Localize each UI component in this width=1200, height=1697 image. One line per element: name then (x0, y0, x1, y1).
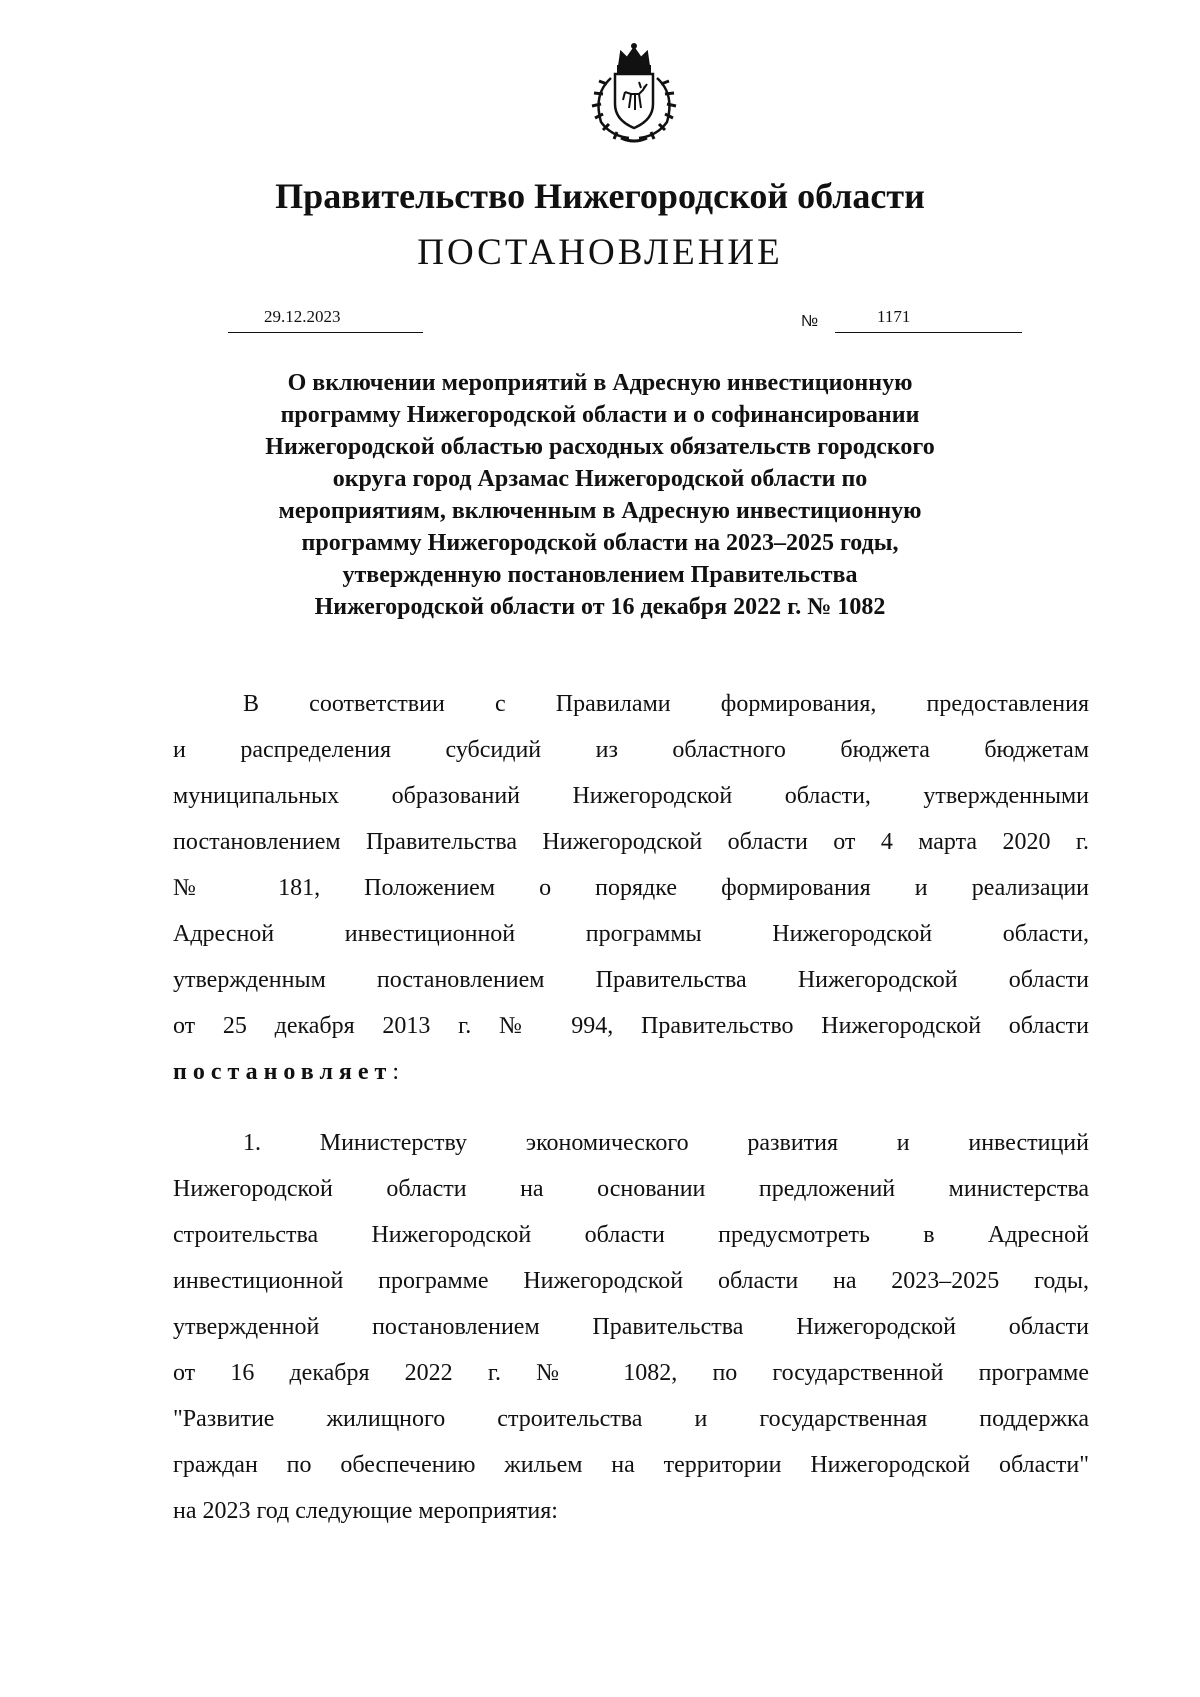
body-line: Адресной инвестиционной программы Нижегородской области, (173, 921, 1089, 947)
body-line: граждан по обеспечению жильем на территории Нижегородской области" (173, 1452, 1089, 1478)
organization-title: Правительство Нижегородской области (275, 176, 925, 216)
body-line: В соответствии с Правилами формирования, предоставления (243, 691, 1089, 717)
subject-line: О включении мероприятий в Адресную инвестиционную (287, 370, 913, 396)
body-line: 1. Министерству экономического развития и инвестиций (243, 1130, 1089, 1156)
body-line: утвержденным постановлением Правительства Нижегородской области (173, 967, 1089, 993)
body-line: и распределения субсидий из областного бюджета бюджетам (173, 737, 1089, 763)
body-line: от 25 декабря 2013 г. № 994, Правительство Нижегородской области (173, 1013, 1089, 1039)
document-type: ПОСТАНОВЛЕНИЕ (417, 232, 783, 273)
subject-line: округа город Арзамас Нижегородской области по (332, 466, 868, 492)
number-value: 1171 (877, 307, 911, 326)
body-line: постановлением Правительства Нижегородской области от 4 марта 2020 г. (173, 829, 1089, 855)
preamble-paragraph (173, 681, 1089, 1095)
decree-line (173, 1049, 1089, 1095)
body-line: утвержденной постановлением Правительства Нижегородской области (173, 1314, 1089, 1340)
body-line: № 181, Положением о порядке формирования и реализации (173, 875, 1089, 901)
number-label: № (801, 313, 819, 330)
date-value: 29.12.2023 (264, 307, 341, 326)
decree-colon: : (392, 1059, 399, 1085)
body-line: строительства Нижегородской области предусмотреть в Адресной (173, 1222, 1089, 1248)
body-line: на 2023 год следующие мероприятия: (173, 1498, 558, 1524)
document-subject (160, 367, 1040, 623)
date-field (228, 306, 423, 333)
body-line: муниципальных образований Нижегородской области, утвержденными (173, 783, 1089, 809)
item-1-paragraph (173, 1120, 1089, 1534)
body-line: инвестиционной программе Нижегородской области на 2023–2025 годы, (173, 1268, 1089, 1294)
subject-line: утвержденную постановлением Правительства (342, 562, 858, 588)
subject-line: программу Нижегородской области на 2023–2025 годы, (301, 530, 899, 556)
subject-line: мероприятиям, включенным в Адресную инвестиционную (278, 498, 922, 524)
number-field (835, 306, 1022, 333)
decree-word: постановляет (173, 1059, 393, 1085)
body-line: Нижегородской области на основании предложений министерства (173, 1176, 1089, 1202)
subject-line: Нижегородской области от 16 декабря 2022 г. № 1082 (314, 594, 886, 620)
body-line: от 16 декабря 2022 г. № 1082, по государственной программе (173, 1360, 1089, 1386)
subject-line: программу Нижегородской области и о софинансировании (280, 402, 920, 428)
subject-line: Нижегородской областью расходных обязательств городского (265, 434, 935, 460)
coat-of-arms-icon (577, 42, 691, 146)
body-line: "Развитие жилищного строительства и государственная поддержка (173, 1406, 1089, 1432)
